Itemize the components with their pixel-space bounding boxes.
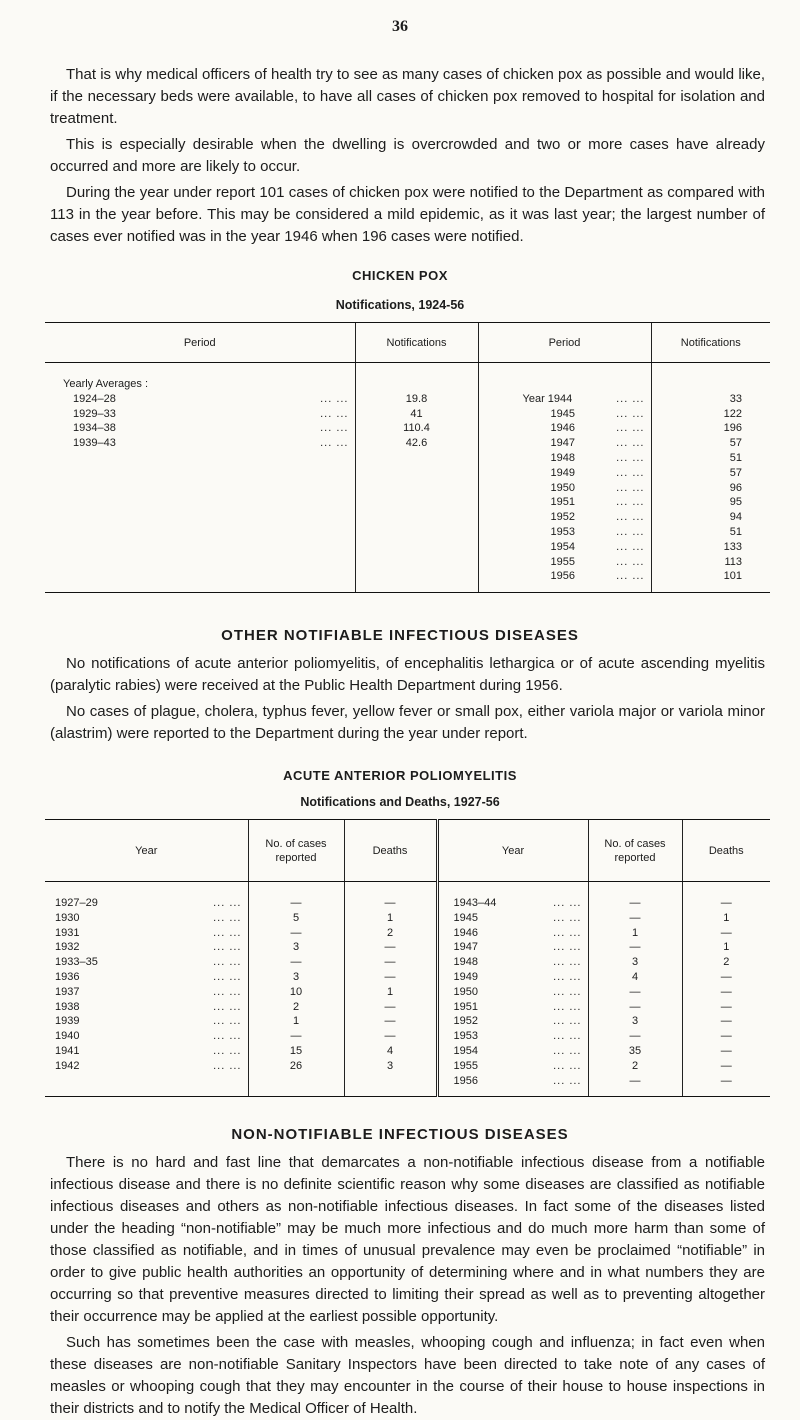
polio-year-cell: 1942 ... ...	[55, 1059, 242, 1072]
year-period-cell: 1955 ... ...	[550, 555, 645, 568]
year-notifications-cell: 122	[723, 407, 742, 420]
column-header-deaths-2: Deaths	[682, 820, 770, 882]
polio-deaths-cell: —	[720, 926, 732, 939]
column-header-period-2: Period	[478, 323, 651, 363]
polio-cases-cell: —	[290, 956, 302, 969]
right-notifications-column	[651, 363, 770, 593]
polio-deaths-cell: 4	[386, 1044, 394, 1057]
column-header-year-2: Year	[437, 820, 588, 882]
polio-cases-cell: —	[629, 911, 641, 924]
polio-deaths-cell: —	[384, 1000, 396, 1013]
table-header-row	[45, 820, 770, 882]
polio-subheading: Notifications and Deaths, 1927-56	[300, 795, 500, 809]
polio-year-cell: 1936 ... ...	[55, 970, 242, 983]
column-header-cases: No. of cases reported	[248, 820, 344, 882]
average-notifications-cell: 42.6	[405, 437, 428, 450]
polio-cases-cell: 1	[292, 1015, 300, 1028]
polio-year-cell: 1927–29 ... ...	[55, 897, 242, 909]
year-period-cell: 1954 ... ...	[550, 540, 645, 553]
paragraph-measles-whooping: Such has sometimes been the case with measles, whooping cough and influenza; in fact even when these diseases are non-notifiable Sanitary Inspectors have been directed to take note of any cases of measles or whooping cough that they may encounter in the course of their house to house inspections in their districts and to notify the Medical Officer of Health.	[50, 1334, 765, 1417]
polio-year-cell: 1948 ... ...	[453, 956, 582, 969]
polio-cases-cell: —	[629, 941, 641, 954]
polio-cases-cell: 4	[631, 970, 639, 983]
polio-cases-cell: 3	[631, 956, 639, 969]
average-notifications-cell: 110.4	[403, 422, 430, 435]
left-deaths-column	[344, 882, 437, 1097]
year-period-cell: 1946 ... ...	[550, 422, 645, 435]
polio-deaths-cell: —	[720, 1074, 732, 1087]
left-period-column	[45, 363, 355, 593]
table-header-row	[45, 323, 770, 363]
polio-cases-cell: —	[629, 985, 641, 998]
polio-deaths-cell: —	[384, 897, 396, 909]
yearly-averages-label: Yearly Averages :	[63, 378, 149, 390]
polio-deaths-cell: —	[384, 1030, 396, 1043]
year-notifications-cell: 101	[723, 570, 742, 583]
polio-deaths-cell: 1	[723, 911, 730, 924]
average-notifications-cell: 41	[410, 407, 423, 420]
polio-year-cell: 1931 ... ...	[55, 926, 242, 939]
chicken-pox-subheading: Notifications, 1924-56	[335, 298, 465, 312]
polio-cases-cell: 10	[289, 985, 303, 998]
polio-year-cell: 1953 ... ...	[453, 1030, 582, 1043]
polio-year-cell: 1956 ... ...	[453, 1074, 582, 1087]
paragraph-chicken-pox-cases: During the year under report 101 cases of chicken pox were notified to the Department as compared with 113 in the year before. This may be considered a mild epidemic, as it was last year; the largest number of cases ever notified was in the year 1946 when 196 cases were notified.	[50, 184, 765, 245]
polio-year-cell: 1943–44 ... ...	[453, 897, 582, 909]
paragraph-no-polio: No notifications of acute anterior poliomyelitis, of encephalitis lethargica or of acute ascending myelitis (paralytic rabies) were received at the Public Health Department during 1956.	[50, 655, 765, 694]
average-period-cell: 1934–38 ... ...	[73, 422, 349, 435]
paragraph-non-notifiable: There is no hard and fast line that demarcates a non-notifiable infectious disease from a notifiable infectious disease and there is no definite scientific reason why some diseases are classified as notifiable infectious diseases and others as non-notifiable infectious diseases. In fact some of the diseases listed under the heading “non-notifiable” may be much more infectious and do much more harm than some of those classified as notifiable, and in times of unusual prevalence may even be proclaimed “notifiable” in order to give public health authorities an opportunity of determining where and in what numbers they are occurring so that preventive measures directed to limiting their spread as well as to preventing altogether their occurrence may be applied at the earliest possible opportunity.	[50, 1154, 765, 1325]
average-period-cell: 1924–28 ... ...	[73, 392, 349, 405]
polio-deaths-cell: 1	[386, 911, 394, 924]
paragraph-overcrowding: This is especially desirable when the dwelling is overcrowded and two or more cases have already occurred and more are likely to occur.	[50, 136, 765, 175]
polio-year-cell: 1940 ... ...	[55, 1030, 242, 1043]
polio-deaths-cell: 1	[386, 985, 394, 998]
polio-cases-cell: —	[629, 897, 641, 909]
polio-deaths-cell: —	[720, 1030, 732, 1043]
right-year-column	[437, 882, 588, 1097]
column-header-cases-2: No. of cases reported	[588, 820, 682, 882]
polio-year-cell: 1947 ... ...	[453, 941, 582, 954]
year-notifications-cell: 196	[723, 422, 742, 435]
year-notifications-cell: 51	[729, 525, 742, 538]
average-period-cell: 1929–33 ... ...	[73, 407, 349, 420]
year-period-cell: 1951 ... ...	[550, 496, 645, 509]
polio-cases-cell: 26	[289, 1059, 303, 1072]
paragraph-isolation: That is why medical officers of health try to see as many cases of chicken pox as possible and would like, if the necessary beds were available, to have all cases of chicken pox removed to hospital for isolation and treatment.	[50, 66, 765, 127]
polio-deaths-cell: 3	[386, 1059, 394, 1072]
year-notifications-cell: 95	[729, 496, 742, 509]
polio-year-cell: 1945 ... ...	[453, 911, 582, 924]
column-header-year: Year	[45, 820, 248, 882]
polio-deaths-cell: —	[384, 941, 396, 954]
polio-cases-cell: —	[629, 1000, 641, 1013]
polio-deaths-cell: —	[720, 970, 732, 983]
table-body-row	[45, 363, 770, 593]
polio-cases-cell: 2	[292, 1000, 300, 1013]
polio-cases-cell: 3	[292, 970, 300, 983]
column-header-notifications-2: Notifications	[651, 323, 770, 363]
year-notifications-cell: 57	[729, 437, 742, 450]
polio-deaths-cell: —	[384, 970, 396, 983]
year-notifications-cell: 33	[729, 392, 742, 405]
polio-deaths-cell: —	[720, 897, 732, 909]
year-notifications-cell: 57	[729, 466, 742, 479]
polio-deaths-cell: 2	[386, 926, 394, 939]
year-period-cell: 1950 ... ...	[550, 481, 645, 494]
column-header-deaths: Deaths	[344, 820, 437, 882]
polio-year-cell: 1939 ... ...	[55, 1015, 242, 1028]
chicken-pox-table	[45, 322, 770, 593]
polio-year-cell: 1930 ... ...	[55, 911, 242, 924]
page-number: 36	[392, 18, 408, 35]
polio-cases-cell: —	[290, 1030, 302, 1043]
year-period-cell: 1952 ... ...	[550, 511, 645, 524]
polio-cases-cell: 15	[289, 1044, 303, 1057]
left-year-column	[45, 882, 248, 1097]
polio-deaths-cell: —	[384, 956, 396, 969]
polio-year-cell: 1955 ... ...	[453, 1059, 582, 1072]
polio-year-cell: 1941 ... ...	[55, 1044, 242, 1057]
polio-deaths-cell: —	[720, 1044, 732, 1057]
polio-heading: ACUTE ANTERIOR POLIOMYELITIS	[283, 768, 517, 783]
polio-deaths-cell: —	[720, 985, 732, 998]
year-period-cell: Year 1944 ... ...	[522, 392, 645, 405]
polio-year-cell: 1954 ... ...	[453, 1044, 582, 1057]
polio-year-cell: 1951 ... ...	[453, 1000, 582, 1013]
chicken-pox-heading: CHICKEN POX	[352, 268, 448, 283]
right-deaths-column	[682, 882, 770, 1097]
polio-cases-cell: 1	[631, 926, 639, 939]
left-notifications-column	[355, 363, 478, 593]
average-period-cell: 1939–43 ... ...	[73, 437, 349, 450]
polio-cases-cell: —	[290, 897, 302, 909]
polio-cases-cell: 3	[631, 1015, 639, 1028]
polio-deaths-cell: 1	[723, 941, 730, 954]
non-notifiable-heading: NON-NOTIFIABLE INFECTIOUS DISEASES	[231, 1126, 569, 1143]
paragraph-no-plague: No cases of plague, cholera, typhus fever, yellow fever or small pox, either variola major or variola minor (alastrim) were reported to the Department during the year under report.	[50, 703, 765, 742]
table-body-row	[45, 882, 770, 1097]
polio-cases-cell: —	[290, 926, 302, 939]
year-period-cell: 1949 ... ...	[550, 466, 645, 479]
year-notifications-cell: 96	[729, 481, 742, 494]
column-header-notifications: Notifications	[355, 323, 478, 363]
polio-year-cell: 1938 ... ...	[55, 1000, 242, 1013]
polio-cases-cell: 5	[292, 911, 300, 924]
year-notifications-cell: 133	[723, 540, 742, 553]
polio-year-cell: 1946 ... ...	[453, 926, 582, 939]
year-notifications-cell: 94	[729, 511, 742, 524]
polio-cases-cell: 2	[631, 1059, 639, 1072]
polio-cases-cell: —	[629, 1030, 641, 1043]
polio-deaths-cell: —	[384, 1015, 396, 1028]
polio-cases-cell: —	[629, 1074, 641, 1087]
right-cases-column	[588, 882, 682, 1097]
polio-deaths-cell: —	[720, 1059, 732, 1072]
year-period-cell: 1956 ... ...	[550, 570, 645, 583]
year-period-cell: 1953 ... ...	[550, 525, 645, 538]
polio-deaths-cell: —	[720, 1000, 732, 1013]
year-period-cell: 1948 ... ...	[550, 451, 645, 464]
polio-year-cell: 1932 ... ...	[55, 941, 242, 954]
polio-year-cell: 1949 ... ...	[453, 970, 582, 983]
polio-year-cell: 1933–35 ... ...	[55, 956, 242, 969]
polio-cases-cell: 35	[628, 1044, 642, 1057]
column-header-period: Period	[45, 323, 355, 363]
year-period-cell: 1945 ... ...	[550, 407, 645, 420]
polio-year-cell: 1950 ... ...	[453, 985, 582, 998]
polio-cases-cell: 3	[292, 941, 300, 954]
year-period-cell: 1947 ... ...	[550, 437, 645, 450]
polio-year-cell: 1937 ... ...	[55, 985, 242, 998]
left-cases-column	[248, 882, 344, 1097]
polio-deaths-cell: —	[720, 1015, 732, 1028]
polio-table	[45, 819, 770, 1097]
polio-deaths-cell: 2	[723, 956, 730, 969]
year-notifications-cell: 113	[724, 555, 742, 568]
average-notifications-cell: 19.8	[405, 392, 428, 405]
year-notifications-cell: 51	[729, 451, 742, 464]
polio-year-cell: 1952 ... ...	[453, 1015, 582, 1028]
other-notifiable-heading: OTHER NOTIFIABLE INFECTIOUS DISEASES	[221, 627, 579, 644]
right-period-column	[478, 363, 651, 593]
